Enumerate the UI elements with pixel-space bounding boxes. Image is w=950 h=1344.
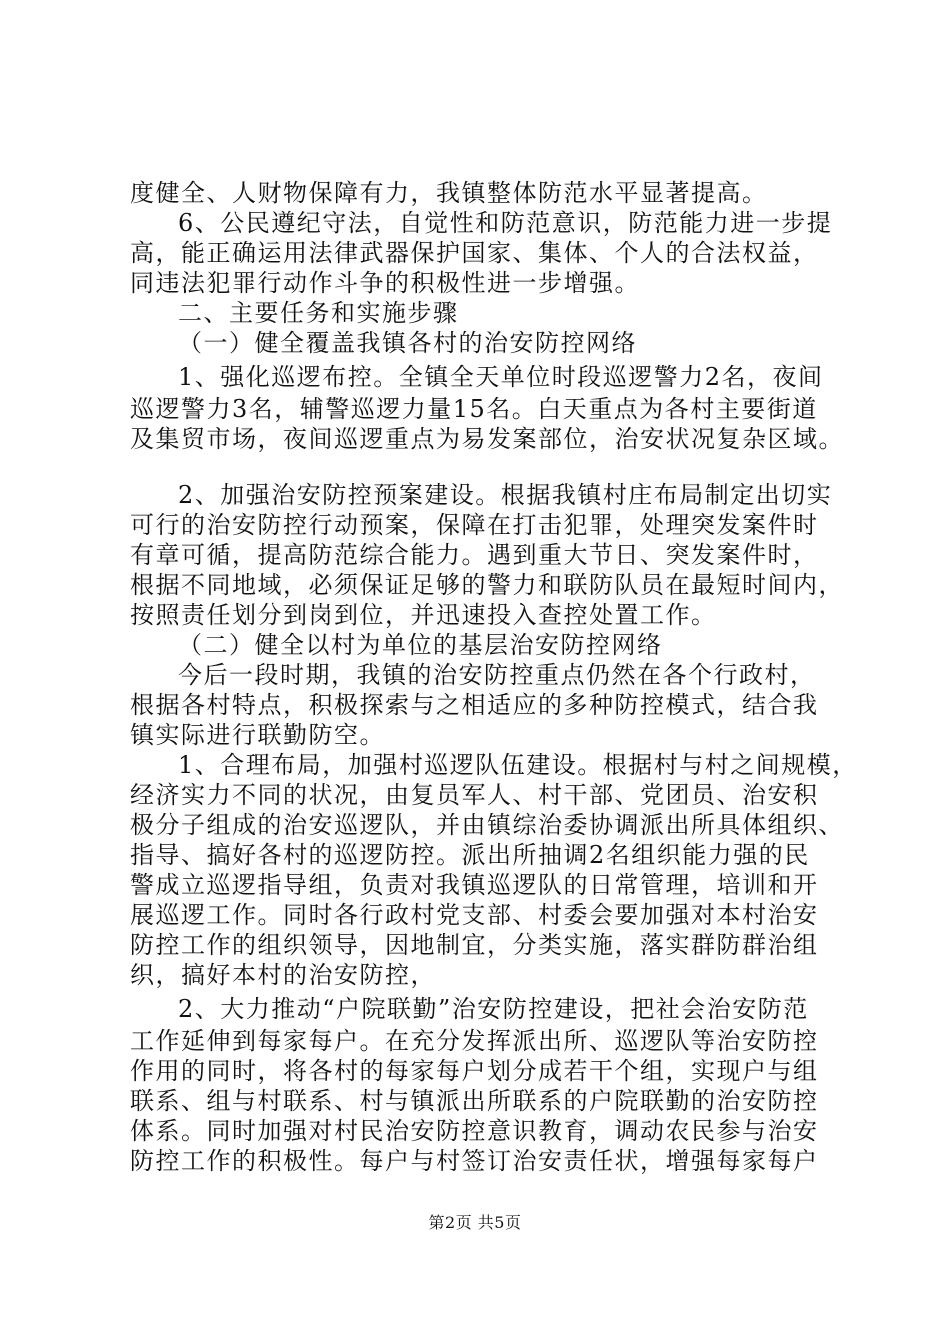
text-line: 防控工作的组织领导，因地制宜，分类实施，落实群防群治组 [130, 931, 819, 959]
page-number-footer: 第2页 共5页 [428, 1213, 522, 1232]
text-line: 可行的治安防控行动预案，保障在打击犯罪，处理突发案件时 [130, 511, 819, 539]
text-line: 防控工作的积极性。每户与村签订治安责任状，增强每家每户 [130, 1147, 819, 1175]
text-line: 根据不同地域，必须保证足够的警力和联防队员在最短时间内， [130, 571, 844, 599]
text-line: 6、公民遵纪守法，自觉性和防范意识，防范能力进一步提 [178, 209, 833, 237]
text-line: 度健全、人财物保障有力，我镇整体防范水平显著提高。 [130, 179, 768, 207]
subsection-heading: （二）健全以村为单位的基层治安防控网络 [178, 631, 663, 659]
text-line: 展巡逻工作。同时各行政村党支部、村委会要加强对本村治安 [130, 901, 819, 929]
text-line: 巡逻警力3名，辅警巡逻力量15名。白天重点为各村主要街道 [130, 395, 818, 423]
text-line: 及集贸市场，夜间巡逻重点为易发案部位，治安状况复杂区域。 [130, 425, 844, 453]
text-line: 2、加强治安防控预案建设。根据我镇村庄布局制定出切实 [178, 481, 833, 509]
text-line: 同违法犯罪行动作斗争的积极性进一步增强。 [130, 269, 640, 297]
text-line: 指导、搞好各村的巡逻防控。派出所抽调2名组织能力强的民 [130, 841, 810, 869]
text-line: 高，能正确运用法律武器保护国家、集体、个人的合法权益， [130, 239, 819, 267]
section-heading: 二、主要任务和实施步骤 [178, 299, 459, 327]
text-line: 警成立巡逻指导组，负责对我镇巡逻队的日常管理，培训和开 [130, 871, 819, 899]
text-line: 体系。同时加强对村民治安防控意识教育，调动农民参与治安 [130, 1117, 819, 1145]
subsection-heading: （一）健全覆盖我镇各村的治安防控网络 [178, 329, 637, 357]
text-line: 根据各村特点，积极探索与之相适应的多种防控模式，结合我 [130, 691, 819, 719]
text-line: 按照责任划分到岗到位，并迅速投入查控处置工作。 [130, 601, 717, 629]
text-line: 织，搞好本村的治安防控， [130, 961, 436, 989]
text-line: 工作延伸到每家每户。在充分发挥派出所、巡逻队等治安防控 [130, 1027, 819, 1055]
text-line: 2、大力推动“户院联勤”治安防控建设，把社会治安防范 [178, 995, 809, 1023]
text-line: 今后一段时期，我镇的治安防控重点仍然在各个行政村， [178, 661, 816, 689]
text-line: 极分子组成的治安巡逻队，并由镇综治委协调派出所具体组织、 [130, 811, 844, 839]
text-line: 镇实际进行联勤防空。 [130, 721, 385, 749]
text-line: 1、强化巡逻布控。全镇全天单位时段巡逻警力2名，夜间 [178, 363, 824, 391]
text-line: 经济实力不同的状况，由复员军人、村干部、党团员、治安积 [130, 781, 819, 809]
text-line: 1、合理布局，加强村巡逻队伍建设。根据村与村之间规模， [178, 751, 858, 779]
text-line: 作用的同时，将各村的每家每户划分成若干个组，实现户与组 [130, 1057, 819, 1085]
text-line: 有章可循，提高防范综合能力。遇到重大节日、突发案件时， [130, 541, 819, 569]
text-line: 联系、组与村联系、村与镇派出所联系的户院联勤的治安防控 [130, 1087, 819, 1115]
